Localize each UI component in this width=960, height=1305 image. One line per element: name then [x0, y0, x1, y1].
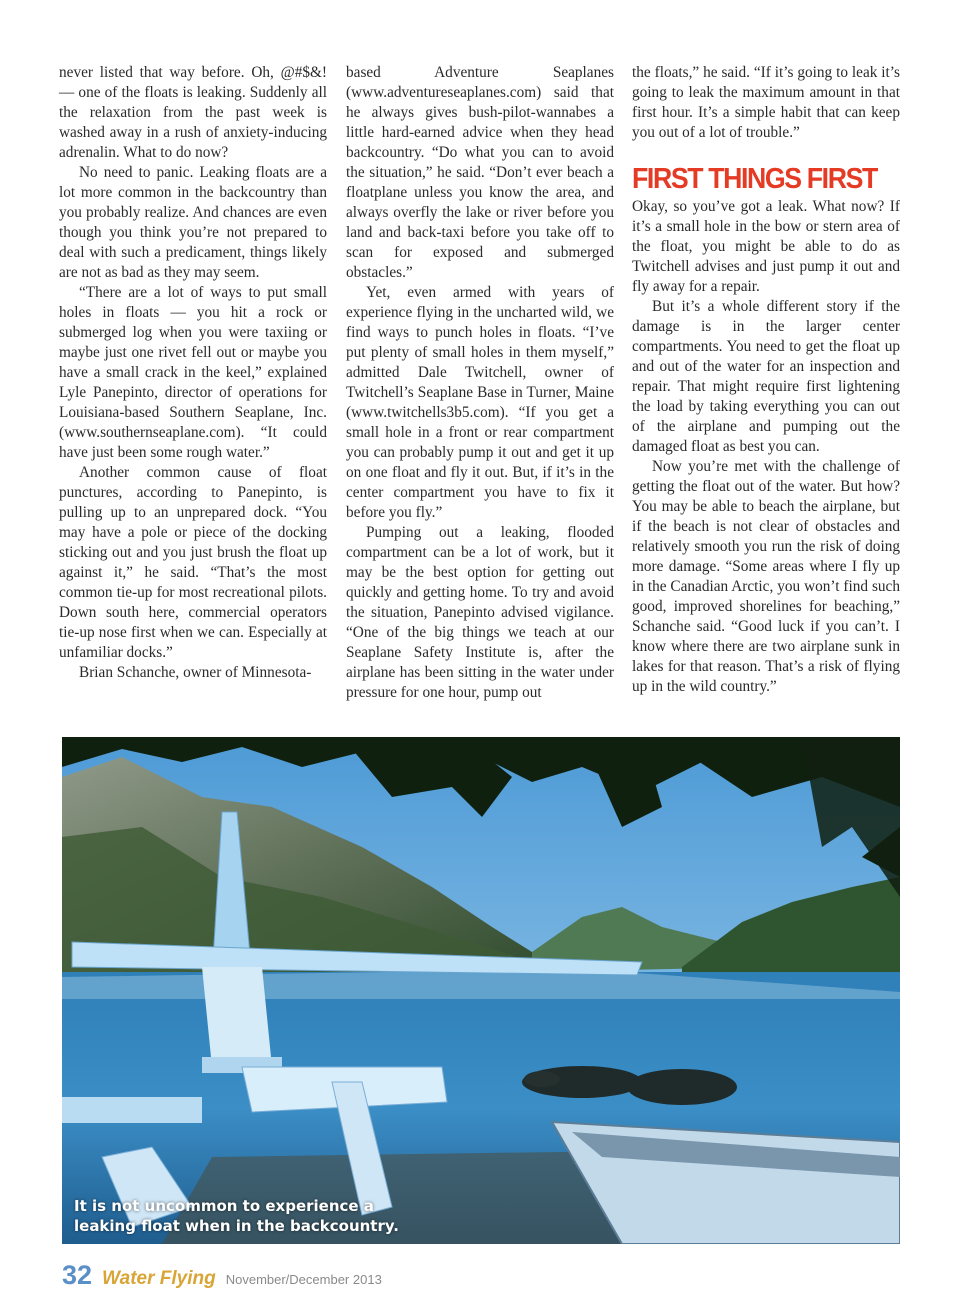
paragraph: Okay, so you’ve got a leak. What now? If it’s a small hole in the bow or stern area of the float, you might be able to do as Twitchell advises and just pump it out and fly away for a repair.: [632, 198, 900, 295]
rock: [524, 1071, 560, 1087]
photo-illustration: [62, 737, 900, 1244]
paragraph: the floats,” he said. “If it’s going to leak it’s going to leak the maximum amount in that first hour. It’s a simple habit that can keep you out of a lot of trouble.”: [632, 64, 900, 141]
magazine-name: Water Flying: [102, 1268, 216, 1289]
paragraph: No need to panic. Leaking floats are a lot more common in the backcountry than you probably realize. And chances are even though you think you’re not prepared to deal with such a predicament, things likely are not as bad as they may seem.: [59, 164, 327, 281]
paragraph: Another common cause of float punctures, according to Panepinto, is pulling up to an unprepared dock. “You may have a pole or piece of the docking sticking out and you just brush the float up against it,” he said. “That’s the most common tie-up for most recreational pilots. Down south here, commercial operators tie-up nose first when we can. Especially at unfamiliar docks.”: [59, 464, 327, 661]
paragraph: never listed that way before. Oh, @#$&! — one of the floats is leaking. Suddenly all the relaxation from the past week is washed away in a rush of anxiety-inducing adrenalin. What to do now?: [59, 64, 327, 161]
paragraph: Yet, even armed with years of experience flying in the uncharted wild, we find ways to punch holes in floats. “I’ve put plenty of small holes in them myself,” admitted Dale Twitchell, owner of Twitchell’s Seaplane Base in Turner, Maine (www.twitchells3b5.com). “If you get a small hole in a front or rear compartment you can probably pump it out and get it up on one float and fly it out. But, if it’s in the center compartment you have to fix it before you fly.”: [346, 284, 614, 521]
floatplane-photo: [62, 737, 900, 1244]
paragraph: Now you’re met with the challenge of getting the float out of the water. But how? You may be able to beach the airplane, but if the beach is not clear of obstacles and relatively smooth you run the risk of doing more damage. “Some areas where I fly up in the Canadian Arctic, you won’t find such good, improved shorelines for beaching,” Schanche said. “Good luck if you can’t. I know where there are two airplane sunk in lakes for that reason. That’s a risk of flying up in the wild country.”: [632, 458, 900, 695]
rock: [627, 1069, 737, 1105]
paragraph: “There are a lot of ways to put small holes in floats — you hit a rock or submerged log when you were taxiing or maybe just one rivet fell out or maybe you have a small crack in the keel,” explained Lyle Panepinto, director of operations for Louisiana-based Southern Seaplane, Inc. (www.southernseaplane.com). “It could have just been some rough water.”: [59, 284, 327, 461]
page-number: 32: [62, 1260, 93, 1290]
page-footer: [62, 1260, 382, 1292]
paragraph: based Adventure Seaplanes (www.adventureseaplanes.com) said that he always gives bush-pilot-wannabes a little hard-earned advice when they head backcountry. “Do what you can to avoid the situation,” he said. “Don’t ever beach a floatplane unless you know the area, and always overfly the lake or river before you land and back-taxi before you take off to scan for exposed and submerged obstacles.”: [346, 64, 614, 281]
article-column-2: [346, 63, 614, 703]
section-heading: FIRST THINGS FIRST: [632, 163, 877, 195]
paragraph: Brian Schanche, owner of Minnesota-: [79, 664, 312, 681]
paragraph: But it’s a whole different story if the damage is in the larger center compartments. You need to get the float up and out of the water for an inspection and repair. That might require first lightening the load by taking everything you can out of the airplane and pumping out the damaged float as best you can.: [632, 298, 900, 455]
photo-caption: It is not uncommon to experience a leaking float when in the backcountry.: [74, 1197, 399, 1235]
paragraph: Pumping out a leaking, flooded compartment can be a lot of work, but it may be the best option for getting out quickly and getting home. To try and avoid the situation, Panepinto advised vigilance. “One of the big things we teach at our Seaplane Safety Institute is, after the airplane has been sitting in the water under pressure for one hour, pump out: [346, 524, 614, 701]
article-column-3: [632, 63, 900, 697]
article-column-1: [59, 63, 327, 683]
issue-date: November/December 2013: [225, 1272, 382, 1287]
